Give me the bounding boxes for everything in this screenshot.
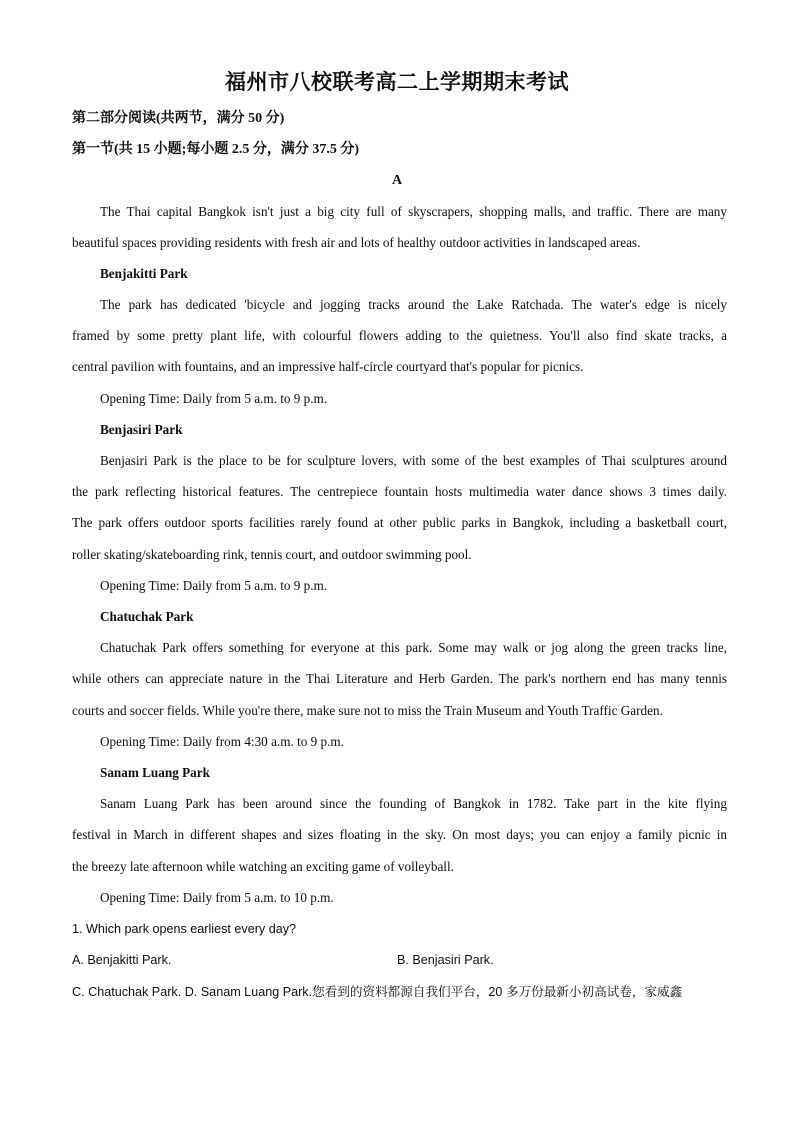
question-stem: 1. Which park opens earliest every day? [72,922,297,936]
park-desc-line: The park has dedicated 'bicycle and jogging tracks around the Lake Ratchada. The water's edge is nicely [100,297,727,312]
park-desc-line: Benjasiri Park is the place to be for sculpture lovers, with some of the best examples of Thai sculptures around [100,453,727,468]
park-desc-line: courts and soccer fields. While you're there, make sure not to miss the Train Museum and Youth Traffic Garden. [72,703,663,718]
park-hours: Opening Time: Daily from 5 a.m. to 10 p.m. [100,890,334,905]
part-heading: 第二部分阅读(共两节，满分 50 分) [72,111,285,126]
option-b: B. Benjasiri Park. [397,953,494,967]
platform-watermark-text: 您看到的资料都源自我们平台，20 多万份最新小初高试卷，家威鑫 [312,985,683,999]
park-desc-line: central pavilion with fountains, and an impressive half-circle courtyard that's popular for picnics. [72,359,584,374]
intro-line: beautiful spaces providing residents with fresh air and lots of healthy outdoor activities in landscaped areas. [72,235,641,250]
park-desc-line: The park offers outdoor sports facilities rarely found at other public parks in Bangkok, including a basketball court, [72,515,727,530]
park-desc-line: festival in March in different shapes and sizes floating in the sky. On most days; you can enjoy a family picnic in [72,827,727,842]
park-desc-line: Sanam Luang Park has been around since the founding of Bangkok in 1782. Take part in the kite flying [100,796,727,811]
park-hours: Opening Time: Daily from 5 a.m. to 9 p.m. [100,578,328,593]
park-name: Sanam Luang Park [100,765,210,780]
park-name: Benjakitti Park [100,266,188,281]
section-heading: 第一节(共 15 小题;每小题 2.5 分，满分 37.5 分) [72,142,359,157]
option-cd-line [72,982,727,1002]
park-hours: Opening Time: Daily from 5 a.m. to 9 p.m. [100,391,328,406]
intro-line: The Thai capital Bangkok isn't just a big city full of skyscrapers, shopping malls, and traffic. There are many [100,204,727,219]
park-desc-line: the park reflecting historical features. The centrepiece fountain hosts multimedia water dance shows 3 times daily. [72,484,727,499]
park-desc-line: the breezy late afternoon while watching an exciting game of volleyball. [72,859,454,874]
park-desc-line: Chatuchak Park offers something for everyone at this park. Some may walk or jog along the green tracks line, [100,640,727,655]
park-hours: Opening Time: Daily from 4:30 a.m. to 9 p.m. [100,734,344,749]
park-name: Chatuchak Park [100,609,194,624]
option-c-d: C. Chatuchak Park. D. Sanam Luang Park. [72,985,313,999]
exam-title: 福州市八校联考高二上学期期末考试 [225,70,569,94]
park-desc-line: roller skating/skateboarding rink, tennis court, and outdoor swimming pool. [72,547,472,562]
park-name: Benjasiri Park [100,422,183,437]
park-desc-line: while others can appreciate nature in the Thai Literature and Herb Garden. The park's northern end has many tennis [72,671,727,686]
passage-label: A [391,173,403,188]
option-a: A. Benjakitti Park. [72,953,172,967]
park-desc-line: framed by some pretty plant life, with colourful flowers adding to the quietness. You'll also find skate tracks, a [72,328,727,343]
